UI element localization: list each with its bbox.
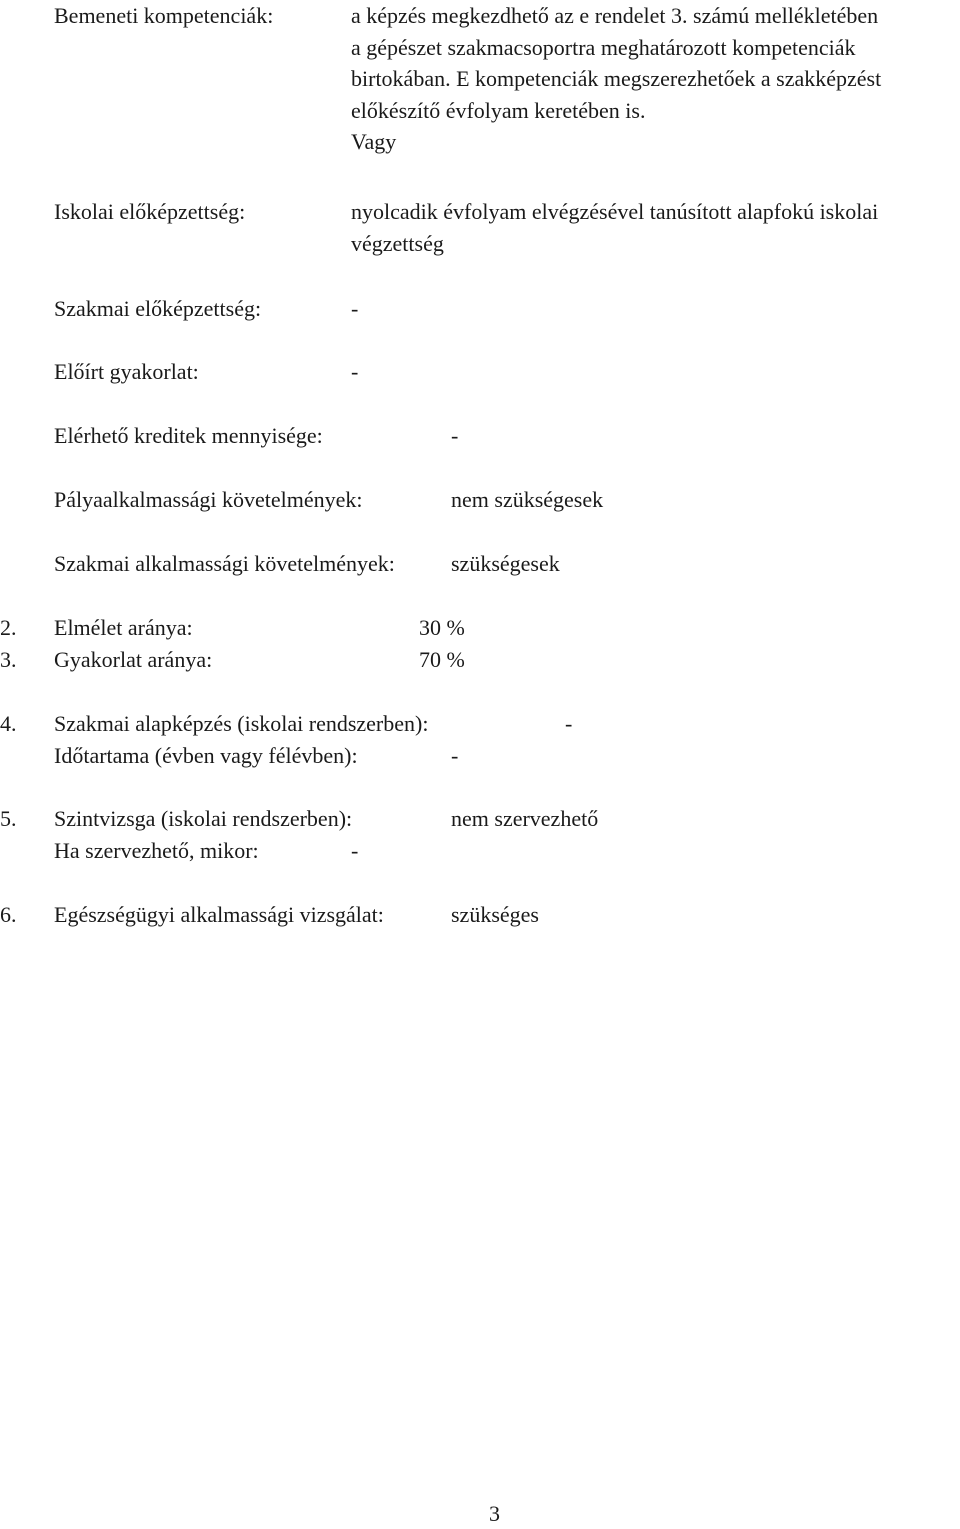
elmelet-value: 30 %: [419, 615, 465, 640]
szintvizsga-value: nem szervezhető: [451, 806, 599, 831]
kreditek-label: Elérhető kreditek mennyisége:: [54, 423, 323, 448]
szintvizsga-when-label: Ha szervezhető, mikor:: [54, 838, 259, 863]
elmelet-label: Elmélet aránya:: [54, 615, 193, 640]
page-number: 3: [489, 1501, 500, 1526]
szakmai-elokepzettseg-value: -: [351, 296, 359, 321]
eloirt-gyakorlat-label: Előírt gyakorlat:: [54, 359, 199, 384]
egeszsegugyi-value: szükséges: [451, 902, 539, 927]
alapkepzes-value: -: [565, 711, 573, 736]
kreditek-value: -: [451, 423, 459, 448]
alapkepzes-duration-value: -: [451, 743, 459, 768]
szakmai-alkalmassagi-value: szükségesek: [451, 551, 560, 576]
szakmai-alkalmassagi-label: Szakmai alkalmassági követelmények:: [54, 551, 395, 576]
iskolai-line-2: végzettség: [351, 230, 444, 256]
vagy-text: Vagy: [351, 129, 397, 154]
bemeneti-line-2: a gépészet szakmacsoportra meghatározott kompetenciák: [351, 34, 856, 60]
bemeneti-kompetenciak-label: Bemeneti kompetenciák:: [54, 3, 274, 28]
alapkepzes-duration-label: Időtartama (évben vagy félévben):: [54, 743, 358, 768]
gyakorlat-label: Gyakorlat aránya:: [54, 647, 213, 672]
gyakorlat-number: 3.: [0, 647, 17, 672]
alapkepzes-number: 4.: [0, 711, 17, 736]
gyakorlat-value: 70 %: [419, 647, 465, 672]
iskolai-elokepzettseg-label: Iskolai előképzettség:: [54, 199, 246, 224]
eloirt-gyakorlat-value: -: [351, 359, 359, 384]
egeszsegugyi-label: Egészségügyi alkalmassági vizsgálat:: [54, 902, 384, 927]
bemeneti-line-4: előkészítő évfolyam keretében is.: [351, 97, 646, 123]
elmelet-number: 2.: [0, 615, 17, 640]
szintvizsga-when-value: -: [351, 838, 359, 863]
bemeneti-line-3: birtokában. E kompetenciák megszerezhetőek a szakképzést: [351, 66, 882, 91]
szintvizsga-label: Szintvizsga (iskolai rendszerben):: [54, 806, 353, 831]
egeszsegugyi-number: 6.: [0, 902, 17, 927]
bemeneti-kompetenciak-text: [351, 0, 881, 158]
szakmai-elokepzettseg-label: Szakmai előképzettség:: [54, 296, 262, 321]
bemeneti-line-1: a képzés megkezdhető az e rendelet 3. számú mellékletében: [351, 3, 879, 28]
iskolai-elokepzettseg-text: [351, 196, 878, 259]
szintvizsga-number: 5.: [0, 806, 17, 831]
alapkepzes-label: Szakmai alapképzés (iskolai rendszerben):: [54, 711, 429, 736]
palyaalkalmassagi-value: nem szükségesek: [451, 487, 604, 512]
iskolai-line-1: nyolcadik évfolyam elvégzésével tanúsított alapfokú iskolai: [351, 199, 879, 224]
palyaalkalmassagi-label: Pályaalkalmassági követelmények:: [54, 487, 363, 512]
